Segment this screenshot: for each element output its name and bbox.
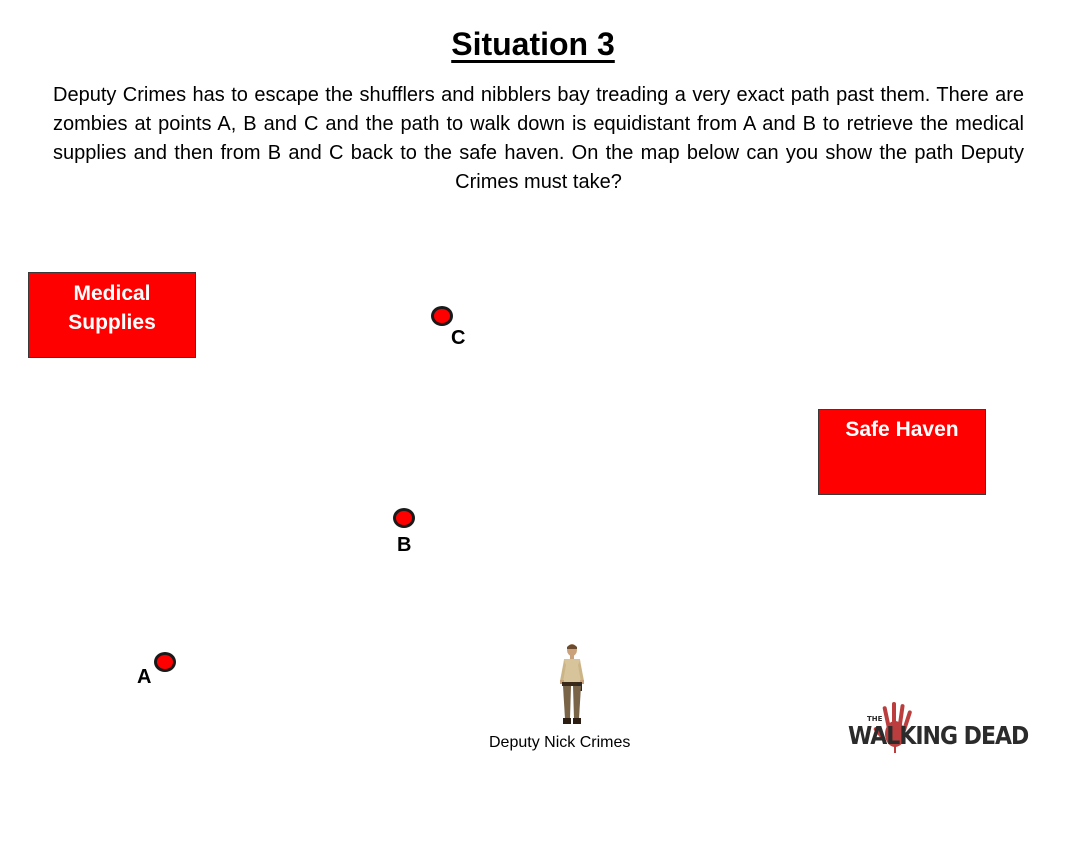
medical-supplies-label-line1: Medical xyxy=(73,282,151,305)
zombie-point-b-label: B xyxy=(397,534,412,556)
deputy-figure-icon xyxy=(555,641,589,725)
situation-description: Deputy Crimes has to escape the shufflers and nibblers bay treading a very exact path past them. There are zombies at points A, B and C and the path to walk down is equidistant from A and B to retrieve the medical supplies and then from B and C back to the safe haven. On the map below can you show the path Deputy Crimes must take? xyxy=(53,84,1024,193)
zombie-point-a-label: A xyxy=(137,666,152,688)
deputy-caption: Deputy Nick Crimes xyxy=(489,734,631,751)
page-title: Situation 3 xyxy=(451,26,615,62)
zombie-point-c-label: C xyxy=(451,327,466,349)
safe-haven-label: Safe Haven xyxy=(845,418,959,441)
logo-small-text: THE xyxy=(867,715,883,723)
medical-supplies-label-line2: Supplies xyxy=(68,311,156,334)
zombie-point-a-marker xyxy=(154,652,176,672)
logo-wordmark: WALKING DEAD xyxy=(848,722,1029,751)
zombie-point-c-marker xyxy=(431,306,453,326)
medical-supplies-box xyxy=(28,272,196,358)
safe-haven-box xyxy=(818,409,986,495)
walking-dead-logo-icon xyxy=(845,700,1029,756)
zombie-point-b-marker xyxy=(393,508,415,528)
